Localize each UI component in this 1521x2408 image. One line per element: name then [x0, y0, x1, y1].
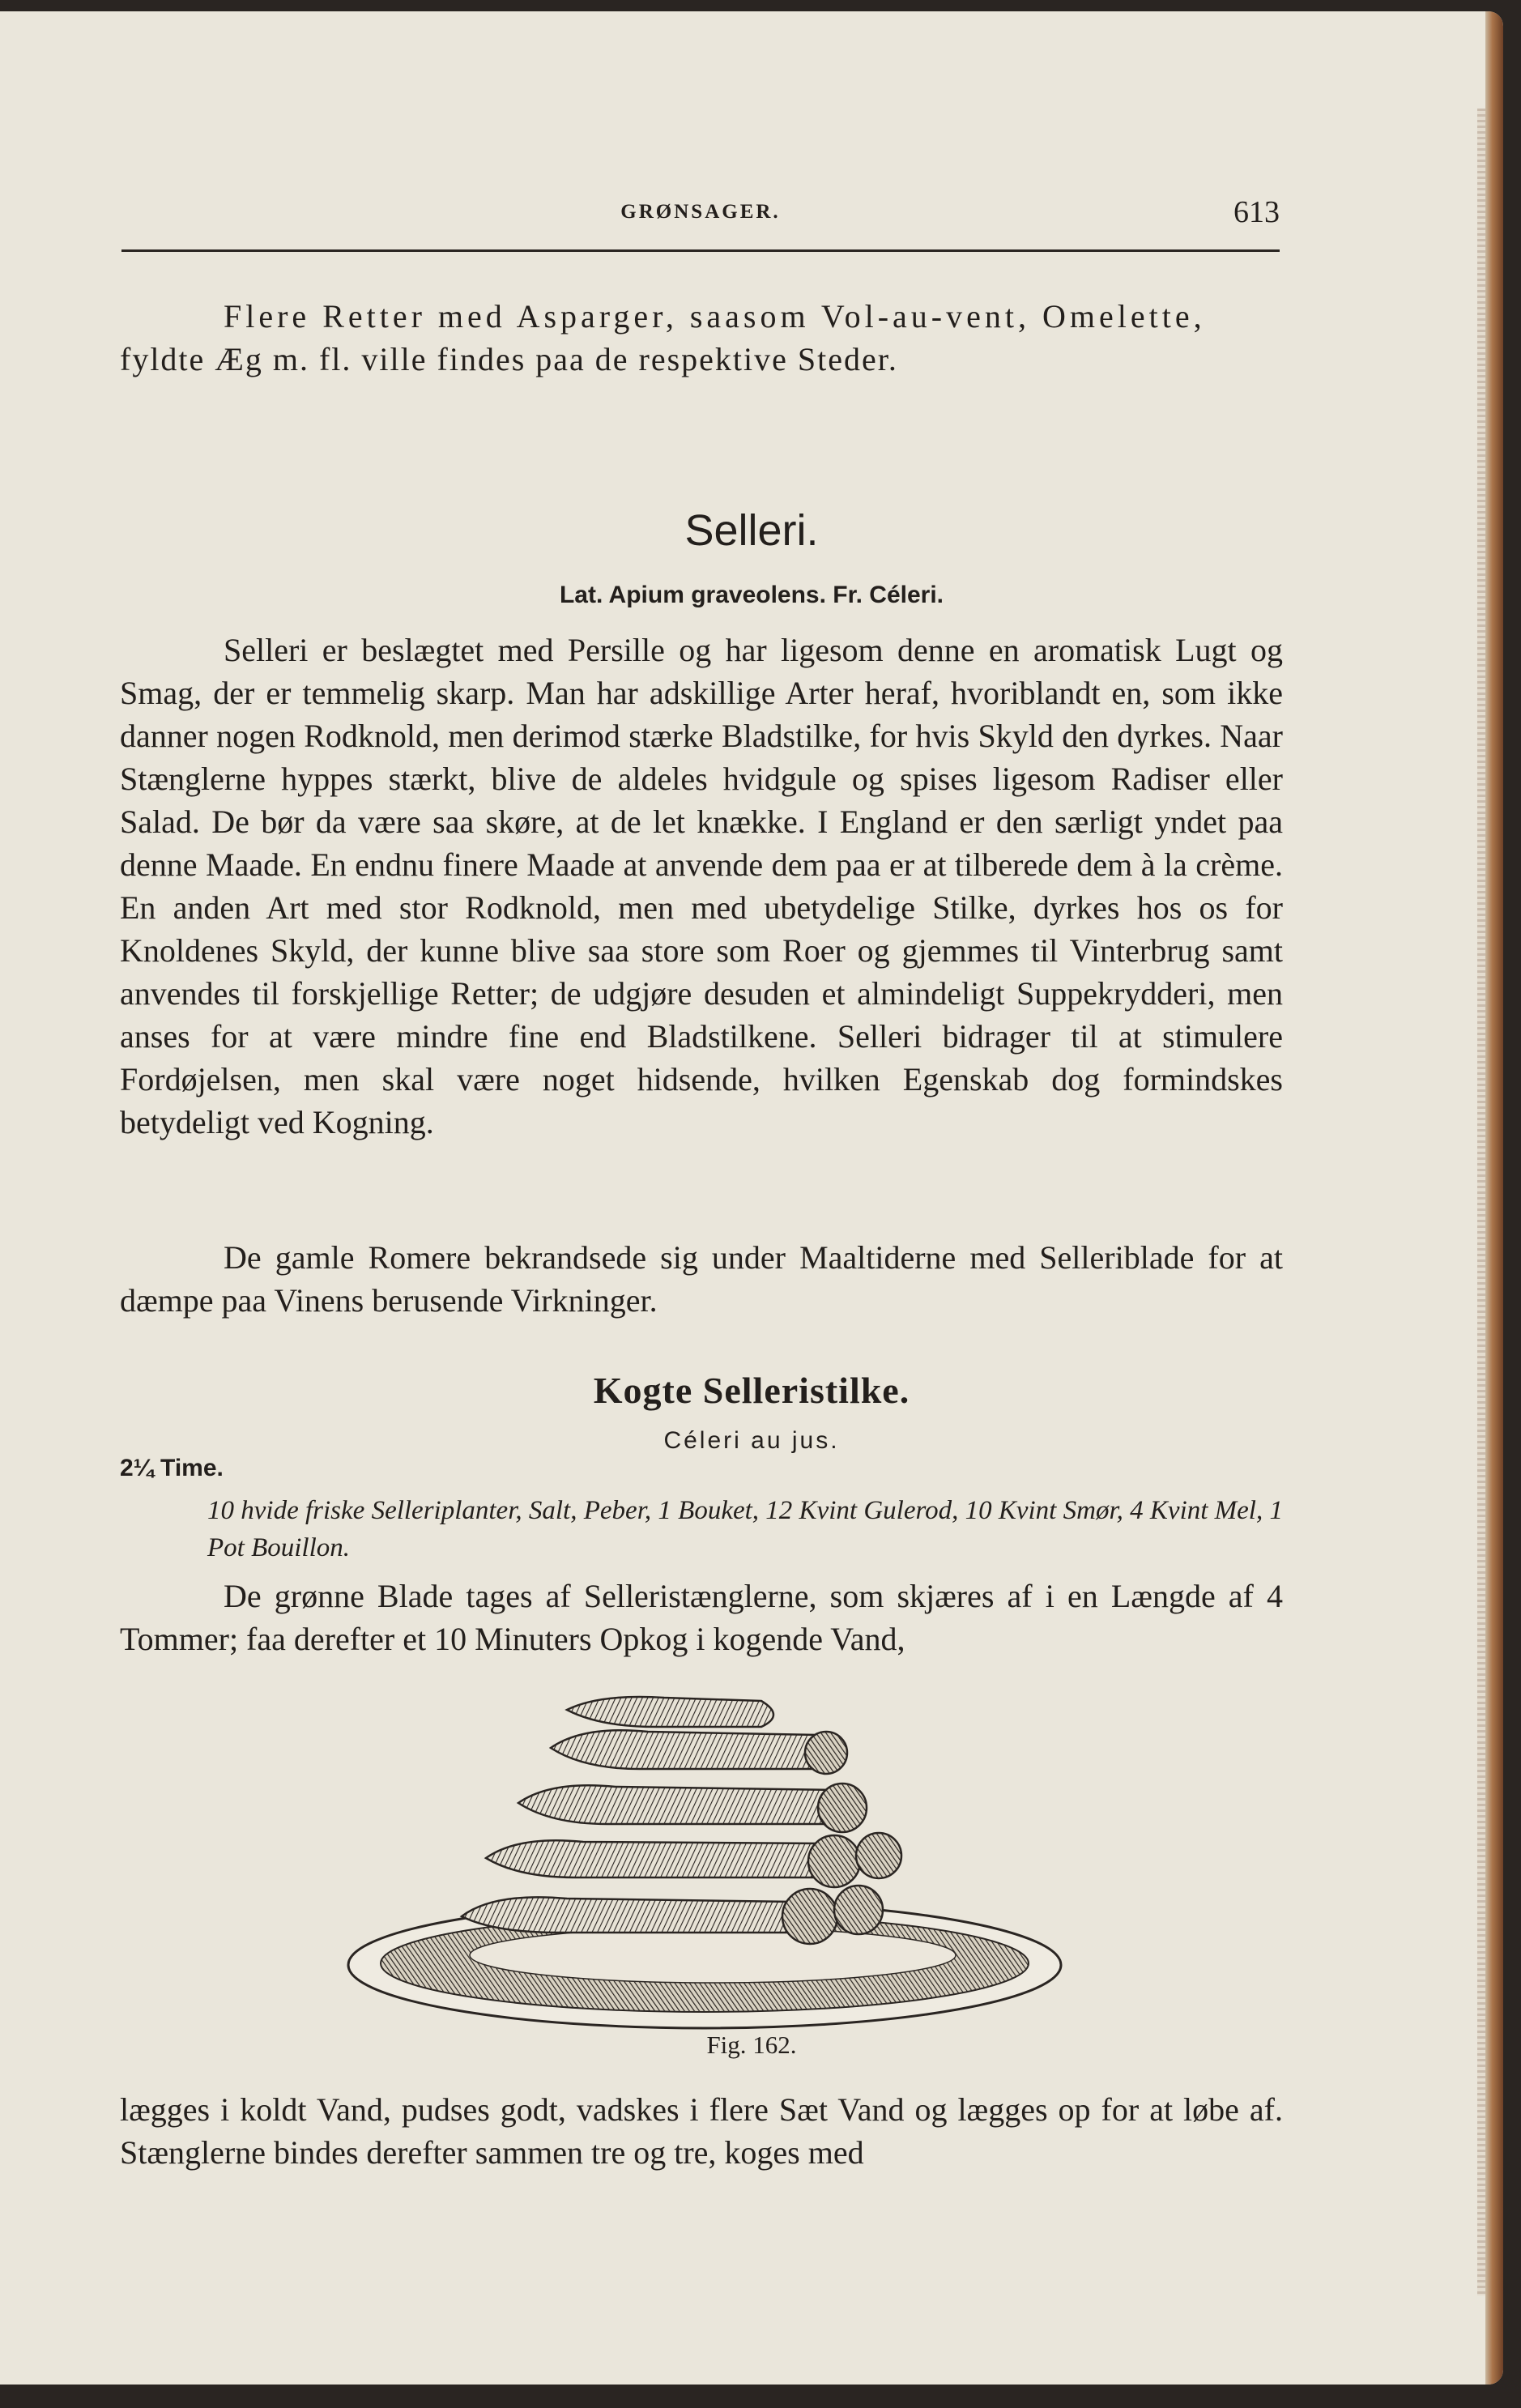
running-head [121, 194, 1280, 235]
recipe-subtitle: Céleri au jus. [663, 1427, 840, 1454]
selleri-paragraph-2: De gamle Romere bekrandsede sig under Maaltiderne med Selleriblade for at dæmpe paa Vinens berusende Virkninger. [120, 1239, 1283, 1319]
section-title: Selleri. [684, 506, 819, 555]
book-page [0, 11, 1503, 2385]
figure-caption: Fig. 162. [706, 2031, 797, 2059]
recipe-title: Kogte Selleristilke. [593, 1370, 910, 1411]
selleri-paragraph-1: Selleri er beslægtet med Persille og har ligesom denne en aromatisk Lugt og Smag, der er temmelig skarp. Man har adskillige Arter heraf, hvoriblandt en, som ikke danner nogen Rodknold, men derimod stærke Bladstilke, for hvis Skyld den dyrkes. Naar Stænglerne hyppes stærkt, blive de aldeles hvidgule og spises ligesom Radiser eller Salad. De bør da være saa skøre, at de let knække. I England er den særligt yndet paa denne Maade. En endnu finere Maade at anvende dem paa er at tilberede dem à la crème. En anden Art med stor Rodknold, men med ubetydelige Stilke, dyrkes hos os for Knoldenes Skyld, der kunne blive saa store som Roer og gjemmes til Vinterbrug samt anvendes til forskjellige Retter; de udgjøre desuden et almindeligt Suppekrydderi, men anses for at være mindre fine end Bladstilkene. Selleri bidrager til at stimulere Fordøjelsen, men skal være noget hidsende, hvilken Egenskab dog formindskes betydeligt ved Kogning. [120, 632, 1283, 1140]
intro-line-2: fyldte Æg m. fl. ville findes paa de respektive Steder. [120, 341, 898, 377]
recipe-step-2: lægges i koldt Vand, pudses godt, vadskes i flere Sæt Vand og lægges op for at løbe af. Stænglerne bindes derefter sammen tre og tre, koges med [120, 2091, 1283, 2171]
page-edge [1485, 11, 1503, 2385]
latin-name: Lat. Apium graveolens. Fr. Céleri. [559, 582, 944, 608]
cooking-time: 2¼ Time. [120, 1455, 224, 1481]
ingredients-list: 10 hvide friske Selleriplanter, Salt, Peber, 1 Bouket, 12 Kvint Gulerod, 10 Kvint Smør, 4 Kvint Mel, 1 Pot Bouillon. [207, 1496, 1283, 1562]
recipe-step-1: De grønne Blade tages af Selleristænglerne, som skjæres af i en Længde af 4 Tommer; faa derefter et 10 Minuters Opkog i kogende Vand, [120, 1578, 1283, 1657]
header-rule [121, 249, 1280, 252]
intro-line-1: Flere Retter med Asparger, saasom Vol-au-vent, Omelette, [224, 298, 1206, 335]
celery-dish-illustration [340, 1690, 1069, 2038]
running-title: GRØNSAGER. [620, 201, 781, 223]
intro-paragraph [120, 295, 1283, 381]
celery-stalks [462, 1697, 901, 1944]
page-number: 613 [1233, 195, 1280, 229]
spine-shadow [1477, 109, 1485, 2295]
